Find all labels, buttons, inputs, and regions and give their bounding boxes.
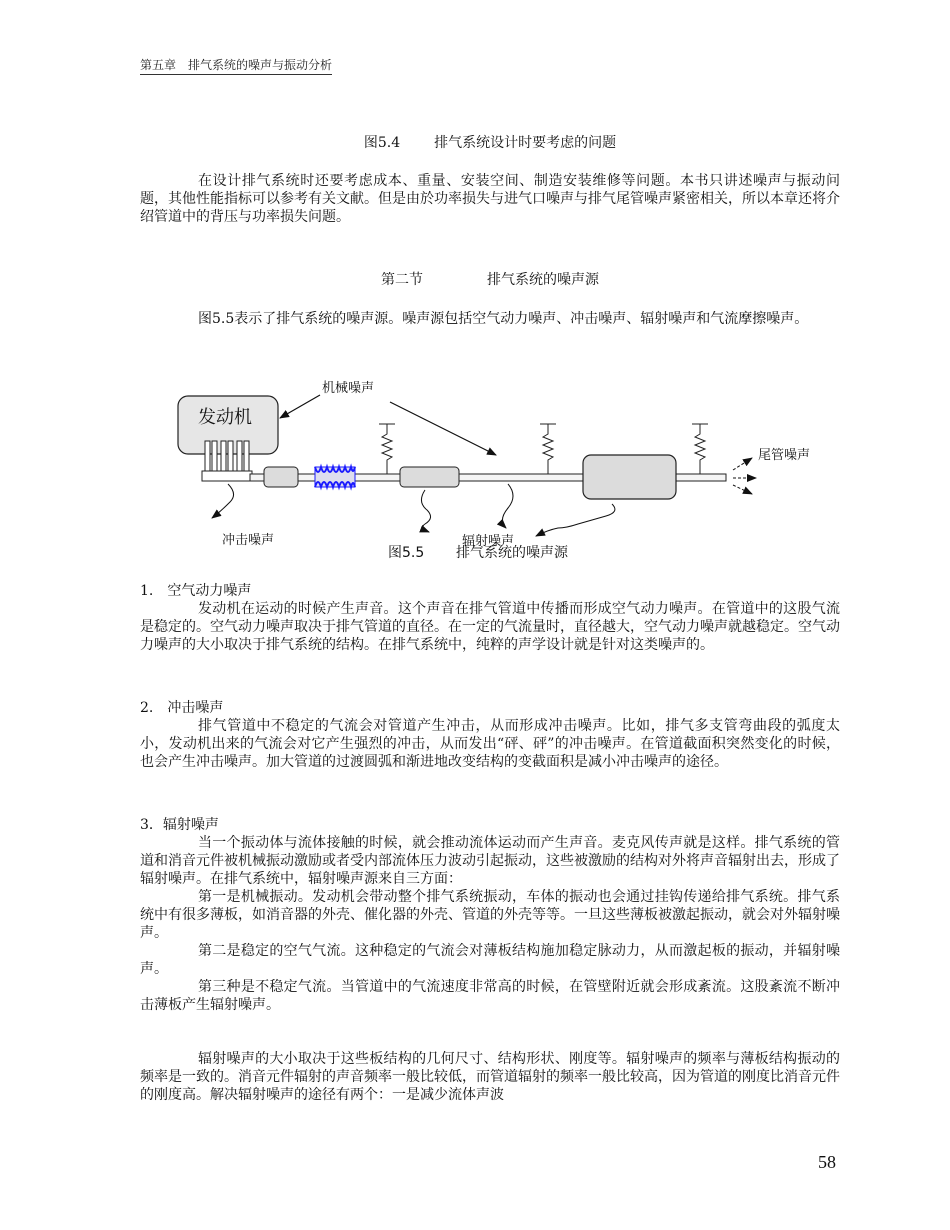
engine-label: 发动机 [198, 407, 252, 428]
figure-5-4-number: 图5.4 [363, 135, 401, 151]
section-3-heading: 3．辐射噪声 [140, 817, 219, 833]
flex-bellows [315, 467, 355, 487]
figure-5-5-number: 图5.5 [388, 545, 425, 561]
catalytic-converter [264, 467, 298, 487]
figure-5-4-title: 排气系统设计时要考虑的问题 [434, 135, 617, 151]
design-considerations-paragraph: 在设计排气系统时还要考虑成本、重量、安装空间、制造安装维修等问题。本书只讲述噪声与振动问题，其他性能指标可以参考有关文献。但是由於功率损失与进气口噪声与排气尾管噪声紧密相关，所以本章还将介绍管道中的背压与功率损失问题。 [140, 173, 840, 225]
impact-noise-label: 冲击噪声 [222, 533, 275, 548]
rear-muffler [583, 455, 676, 499]
front-muffler [400, 467, 459, 487]
section-3-paragraph-2: 第一是机械振动。发动机会带动整个排气系统振动，车体的振动也会通过挂钩传递给排气系统。排气系统中有很多薄板，如消音器的外壳、催化器的外壳、管道的外壳等等。一旦这些薄板被激起振动，就会对外辐射噪声。 [140, 889, 840, 941]
exhaust-noise-source-diagram [0, 360, 950, 570]
mechanical-noise-label: 机械噪声 [322, 381, 375, 396]
section-1-body: 发动机在运动的时候产生声音。这个声音在排气管道中传播而形成空气动力噪声。在管道中的这股气流是稳定的。空气动力噪声取决于排气管道的直径。在一定的气流量时，直径越大，空气动力噪声就越稳定。空气动力噪声的大小取决于排气系统的结构。在排气系统中，纯粹的声学设计就是针对这类噪声的。 [140, 601, 840, 653]
tailpipe-noise-arrows [733, 458, 756, 494]
section-title [140, 269, 840, 289]
page-number: 58 [818, 1152, 836, 1172]
figure-5-4-caption [140, 132, 840, 152]
running-header: 第五章 排气系统的噪声与振动分析 [140, 56, 332, 75]
section-2-body: 排气管道中不稳定的气流会对管道产生冲击，从而形成冲击噪声。比如，排气多支管弯曲段的弧度太小，发动机出来的气流会对它产生强烈的冲击，从而发出“砰、砰”的冲击噪声。在管道截面积突然变化的时候，也会产生冲击噪声。加大管道的过渡圆弧和渐进地改变结构的变截面积是减小冲击噪声的途径。 [140, 718, 840, 770]
mechanical-noise-arrow-pipe [390, 402, 496, 455]
impact-noise-arrow [212, 484, 234, 518]
radiation-noise-label: 辐射噪声 [462, 534, 515, 549]
figure-5-5-title: 排气系统的噪声源 [456, 545, 568, 561]
noise-sources-intro-paragraph: 图5.5表示了排气系统的噪声源。噪声源包括空气动力噪声、冲击噪声、辐射噪声和气流摩擦噪声。 [198, 311, 809, 327]
section-2-heading: 2. 冲击噪声 [140, 700, 224, 716]
section-3-paragraph-4: 第三种是不稳定气流。当管道中的气流速度非常高的时候，在管壁附近就会形成紊流。这股紊流不断冲击薄板产生辐射噪声。 [140, 979, 840, 1013]
section-3-paragraph-5: 辐射噪声的大小取决于这些板结构的几何尺寸、结构形状、刚度等。辐射噪声的频率与薄板结构振动的频率是一致的。消音元件辐射的声音频率一般比较低，而管道辐射的频率一般比较高，因为管道的刚度比消音元件的刚度高。解决辐射噪声的途径有两个：一是减少流体声波 [140, 1051, 840, 1103]
section-number: 第二节 [381, 272, 423, 288]
section-name: 排气系统的噪声源 [487, 272, 599, 288]
section-3-paragraph-1: 当一个振动体与流体接触的时候，就会推动流体运动而产生声音。麦克风传声就是这样。排气系统的管道和消音元件被机械振动激励或者受内部流体压力波动引起振动，这些被激励的结构对外将声音辐射出去，形成了辐射噪声。在排气系统中，辐射噪声源来自三方面： [140, 835, 840, 887]
section-3-paragraph-3: 第二是稳定的空气气流。这种稳定的气流会对薄板结构施加稳定脉动力，从而激起板的振动，并辐射噪声。 [140, 943, 840, 977]
mechanical-noise-arrow-engine [280, 395, 320, 418]
section-1-heading: 1. 空气动力噪声 [140, 583, 252, 599]
tailpipe-noise-label: 尾管噪声 [758, 448, 811, 463]
